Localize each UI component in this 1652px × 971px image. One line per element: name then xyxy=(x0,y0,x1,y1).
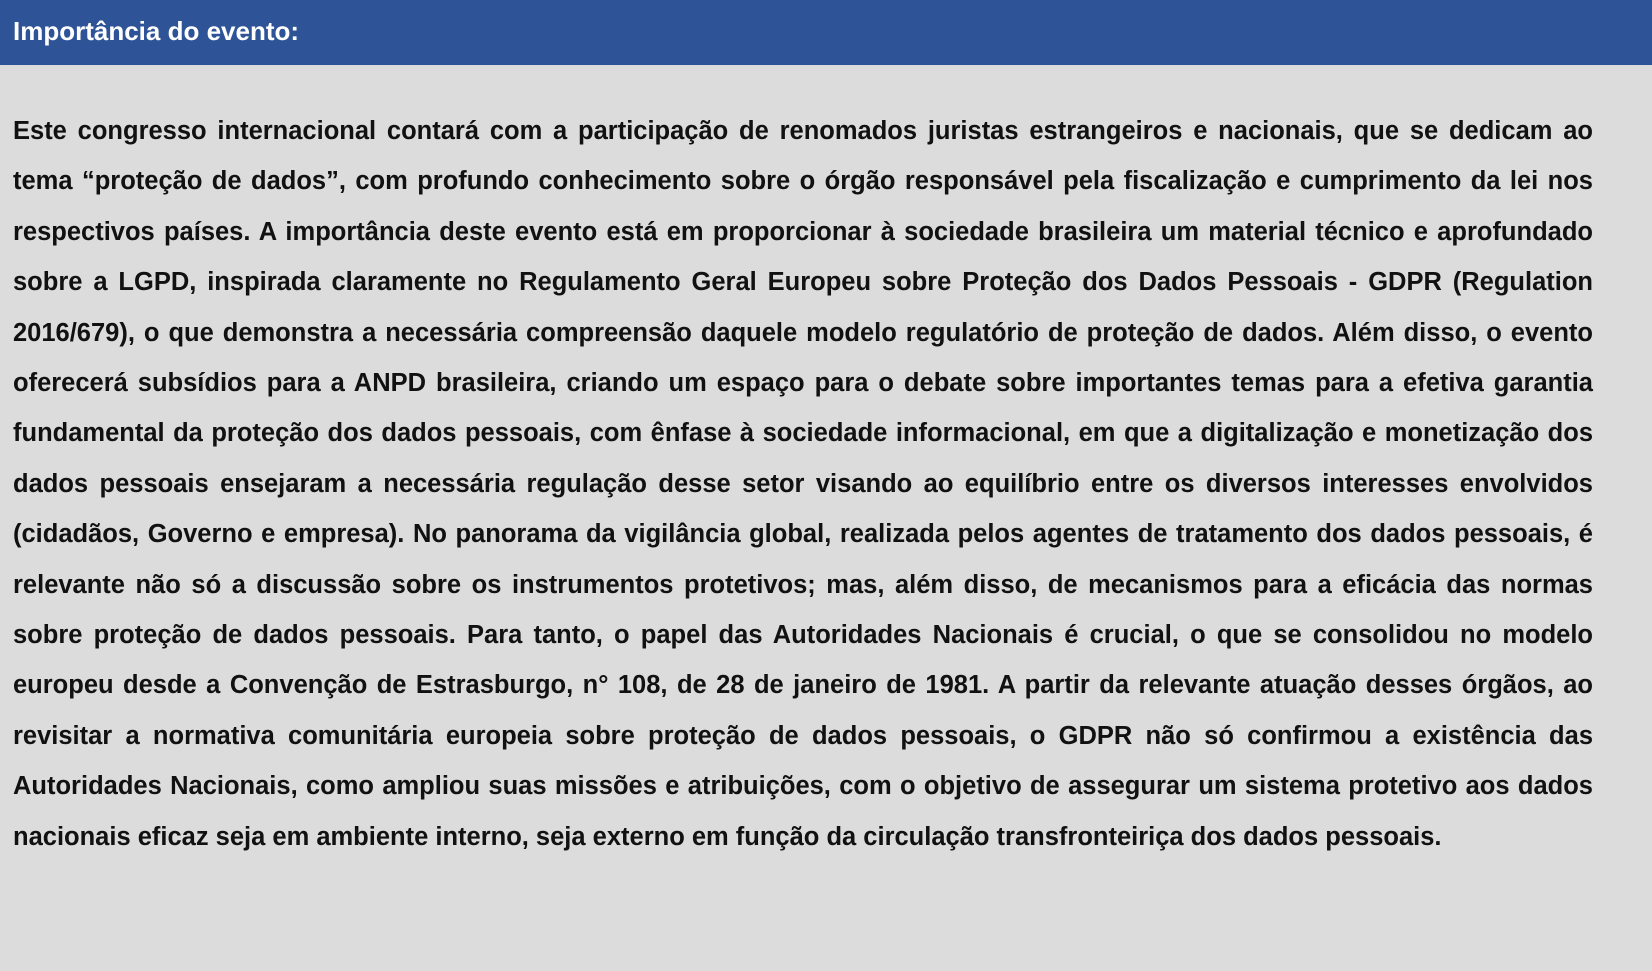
section-header xyxy=(0,0,1652,65)
event-importance-paragraph: Este congresso internacional contará com a participação de renomados juristas estrangeiros e nacionais, que se dedicam ao tema “proteção de dados”, com profundo conhecimento sobre o órgão responsável pela fiscalização e cumprimento da lei nos respectivos países. A importância deste evento está em proporcionar à sociedade brasileira um material técnico e aprofundado sobre a LGPD, inspirada claramente no Regulamento Geral Europeu sobre Proteção dos Dados Pessoais - GDPR (Regulation 2016/679), o que demonstra a necessária compreensão daquele modelo regulatório de proteção de dados. Além disso, o evento oferecerá subsídios para a ANPD brasileira, criando um espaço para o debate sobre importantes temas para a efetiva garantia fundamental da proteção dos dados pessoais, com ênfase à sociedade informacional, em que a digitalização e monetização dos dados pessoais ensejaram a necessária regulação desse setor visando ao equilíbrio entre os diversos interesses envolvidos (cidadãos, Governo e empresa). No panorama da vigilância global, realizada pelos agentes de tratamento dos dados pessoais, é relevante não só a discussão sobre os instrumentos protetivos; mas, além disso, de mecanismos para a eficácia das normas sobre proteção de dados pessoais. Para tanto, o papel das Autoridades Nacionais é crucial, o que se consolidou no modelo europeu desde a Convenção de Estrasburgo, n° 108, de 28 de janeiro de 1981. A partir da relevante atuação desses órgãos, ao revisitar a normativa comunitária europeia sobre proteção de dados pessoais, o GDPR não só confirmou a existência das Autoridades Nacionais, como ampliou suas missões e atribuições, com o objetivo de assegurar um sistema protetivo aos dados nacionais eficaz seja em ambiente interno, seja externo em função da circulação transfronteiriça dos dados pessoais. xyxy=(13,117,1593,851)
section-title: Importância do evento: xyxy=(13,16,300,46)
